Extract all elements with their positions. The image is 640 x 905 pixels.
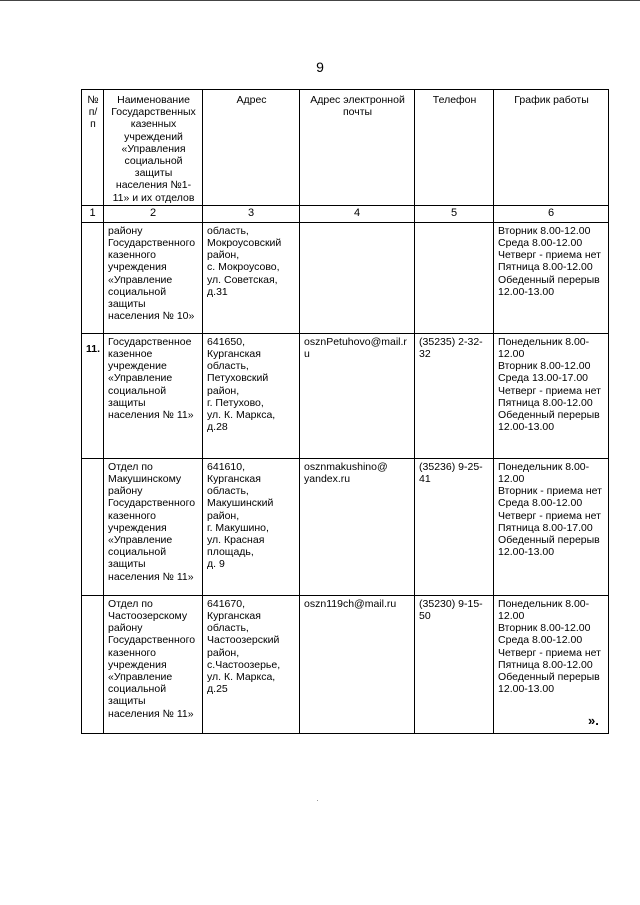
institution-email: oszn119ch@mail.ru (300, 595, 415, 733)
institution-email: osznPetuhovo@mail.r u (300, 333, 415, 458)
institution-name: району Государственного казенного учреждения «Управление социальной защиты населения № 10» (104, 222, 203, 333)
institution-phone: (35235) 2-32- 32 (415, 333, 494, 458)
closing-quote-mark: ». (588, 713, 599, 728)
institution-phone (415, 222, 494, 333)
header-number: № п/п (82, 90, 104, 206)
table-row (82, 458, 609, 595)
work-schedule: Понедельник 8.00-12.00 Вторник 8.00-12.00 Среда 13.00-17.00 Четверг - приема нет Пятница 8.00-12.00 Обеденный перерыв 12.00-13.00 (494, 333, 609, 458)
page-number: 9 (316, 59, 324, 75)
row-number (82, 222, 104, 333)
header-phone: Телефон (415, 90, 494, 206)
institutions-table (81, 89, 609, 734)
table-row (82, 333, 609, 458)
table-header-row (82, 90, 609, 206)
table-row (82, 222, 609, 333)
institution-name: Отдел по Частоозерскому району Государственного казенного учреждения «Управление социальной защиты населения № 11» (104, 595, 203, 733)
column-index: 6 (494, 205, 609, 222)
institution-name: Отдел по Макушинскому району Государственного казенного учреждения «Управление социальной защиты населения № 11» (104, 458, 203, 595)
column-index: 5 (415, 205, 494, 222)
institution-name: Государственное казенное учреждение «Управление социальной защиты населения № 11» (104, 333, 203, 458)
institution-address: 641670, Курганская область, Частоозерский район, с.Частоозерье, ул. К. Маркса, д.25 (203, 595, 300, 733)
scan-speck (317, 800, 318, 801)
header-address: Адрес (203, 90, 300, 206)
work-schedule: Вторник 8.00-12.00 Среда 8.00-12.00 Четверг - приема нет Пятница 8.00-12.00 Обеденный перерыв 12.00-13.00 (494, 222, 609, 333)
column-index: 4 (300, 205, 415, 222)
column-index-row (82, 205, 609, 222)
work-schedule: Понедельник 8.00-12.00 Вторник 8.00-12.00 Среда 8.00-12.00 Четверг - приема нет Пятница 8.00-12.00 Обеденный перерыв 12.00-13.00 (494, 595, 609, 733)
column-index: 1 (82, 205, 104, 222)
institution-phone: (35236) 9-25- 41 (415, 458, 494, 595)
row-number: 11. (82, 333, 104, 458)
row-number (82, 458, 104, 595)
header-email: Адрес электронной почты (300, 90, 415, 206)
institution-email: osznmakushino@ yandex.ru (300, 458, 415, 595)
row-number (82, 595, 104, 733)
institution-address: область, Мокроусовский район, с. Мокроусово, ул. Советская, д.31 (203, 222, 300, 333)
header-name: Наименование Государственных казенных учреждений «Управления социальной защиты населения №1-11» и их отделов (104, 90, 203, 206)
institution-email (300, 222, 415, 333)
institution-phone: (35230) 9-15- 50 (415, 595, 494, 733)
top-border-line (0, 0, 640, 1)
work-schedule: Понедельник 8.00-12.00 Вторник - приема нет Среда 8.00-12.00 Четверг - приема нет Пятница 8.00-17.00 Обеденный перерыв 12.00-13.00 (494, 458, 609, 595)
header-schedule: График работы (494, 90, 609, 206)
table-row (82, 595, 609, 733)
column-index: 2 (104, 205, 203, 222)
institution-address: 641650, Курганская область, Петуховский район, г. Петухово, ул. К. Маркса, д.28 (203, 333, 300, 458)
column-index: 3 (203, 205, 300, 222)
institution-address: 641610, Курганская область, Макушинский район, г. Макушино, ул. Красная площадь, д. 9 (203, 458, 300, 595)
